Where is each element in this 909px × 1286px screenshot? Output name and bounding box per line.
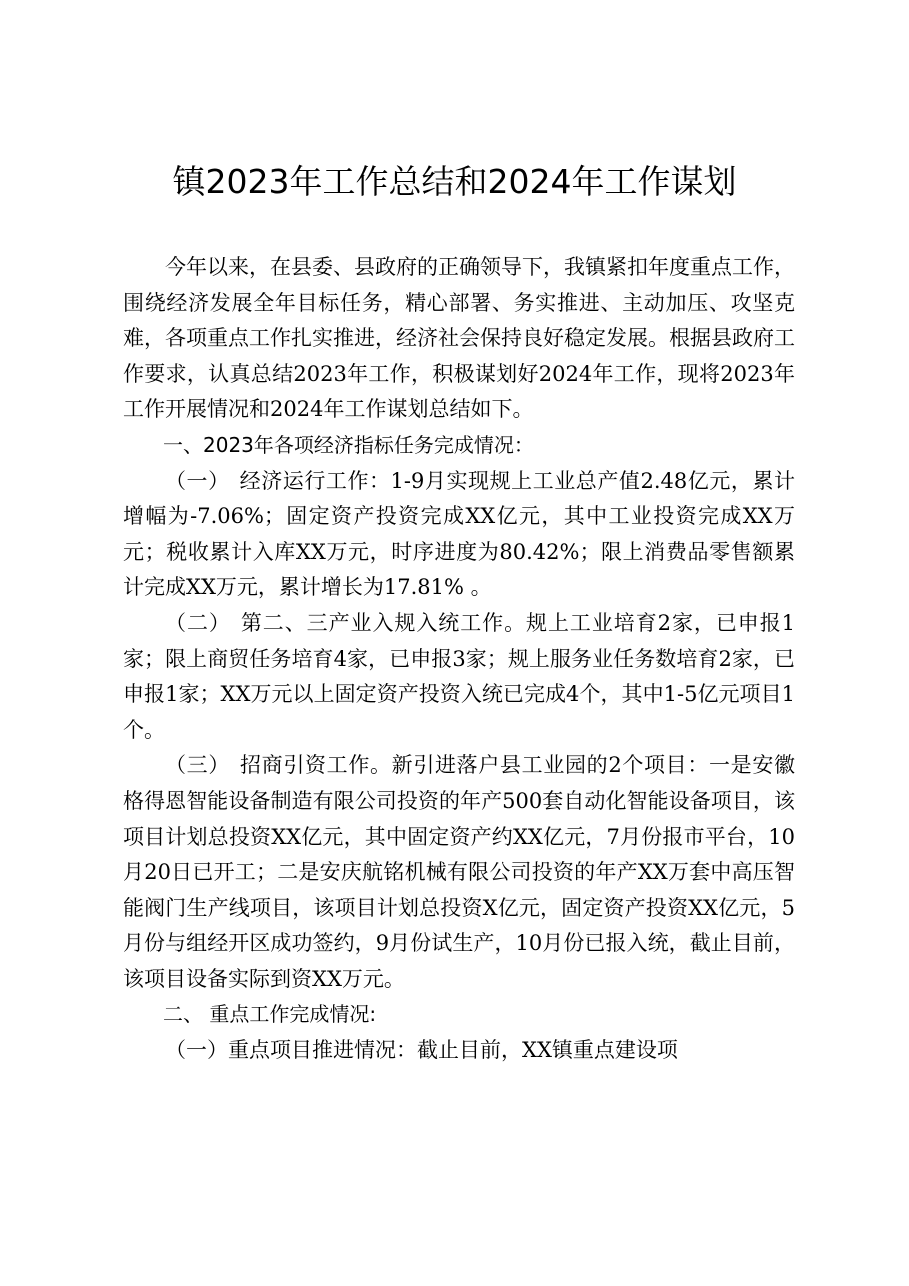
item-label: （一） (165, 468, 230, 493)
section-heading-2: 二、 重点工作完成情况: (163, 1002, 377, 1027)
item-label: （一） (165, 1038, 228, 1063)
item-text: 招商引资工作。新引进落户县工业园的2个项目：一是安徽格得恩智能设备制造有限公司投资的年产500套自动化智能设备项目，该项目计划总投资XX亿元，其中固定资产约XX亿元，7月份报市平台，10月20日已开工；二是安庆航铭机械有限公司投资的年产XX万套中高压智能阀门生产线项目，该项目计划总投资X亿元，固定资产投资XX亿元，5月份与组经开区成功签约，9月份试生产，10月份已报入统，截止目前，该项目设备实际到资XX万元。 (123, 753, 796, 991)
document-body (123, 250, 795, 1069)
item-label: （三） (165, 753, 230, 778)
section1-item-1 (123, 464, 795, 606)
item-text: 经济运行工作：1-9月实现规上工业总产值2.48亿元，累计增幅为-7.06%；固定资产投资完成XX亿元，其中工业投资完成XX万元；税收累计入库XX万元，时序进度为80.42%；限上消费品零售额累计完成XX万元，累计增长为17.81% 。 (123, 468, 796, 600)
item-label: （二） (165, 610, 231, 635)
intro-paragraph: 今年以来，在县委、县政府的正确领导下，我镇紧扣年度重点工作，围绕经济发展全年目标任务，精心部署、务实推进、主动加压、攻坚克难，各项重点工作扎实推进，经济社会保持良好稳定发展。根据县政府工作要求，认真总结2023年工作，积极谋划好2024年工作，现将2023年工作开展情况和2024年工作谋划总结如下。 (123, 255, 795, 422)
document-title: 镇2023年工作总结和2024年工作谋划 (172, 162, 737, 201)
section1-item-2 (123, 606, 795, 748)
item-text: 第二、三产业入规入统工作。规上工业培育2家，已申报1家；限上商贸任务培育4家，已申报3家；规上服务业任务数培育2家，已申报1家；XX万元以上固定资产投资入统已完成4个，其中1-5亿元项目1个。 (123, 610, 795, 742)
section2-item-1 (123, 1033, 795, 1069)
item-text: 重点项目推进情况：截止目前，XX镇重点建设项 (228, 1038, 678, 1063)
section-heading-1: 一、2023年各项经济指标任务完成情况： (163, 432, 534, 457)
section1-item-3 (123, 748, 795, 997)
